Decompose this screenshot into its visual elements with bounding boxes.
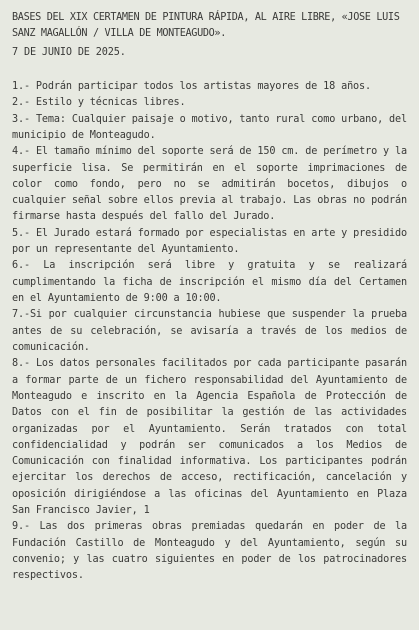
clauses-list [12,79,407,585]
clause-2: 2.- Estilo y técnicas libres. [12,97,186,109]
document-page [12,10,407,585]
clause-8: 8.- Los datos personales facilitados por cada participante pasarán a formar parte de un fichero responsabilidad del Ayuntamiento de Monteagudo e inscrito en la Agencia Española de Protección de Datos con el fin de posibilitar la gestión de las actividades organizadas por el Ayuntamiento. Serán tratados con total confidencialidad y podrán ser comunicados a los Medios de Comunicación con finalidad informativa. Los participantes podrán ejercitar los derechos de acceso, rectificación, cancelación y oposición dirigiéndose a las oficinas del Ayuntamiento en Plaza San Francisco Javier, 1 [12,358,407,517]
clause-3: 3.- Tema: Cualquier paisaje o motivo, tanto rural como urbano, del municipio de Monteagudo. [12,113,407,141]
clause-4: 4.- El tamaño mínimo del soporte será de 150 cm. de perímetro y la superficie lisa. Se permitirán en el soporte imprimaciones de color como fondo, pero no se admitirán bocetos, dibujos o cualquier señal sobre ellos previa al trabajo. Las obras no podrán firmarse hasta después del fallo del Jurado. [12,146,407,223]
clause-9: 9.- Las dos primeras obras premiadas quedarán en poder de la Fundación Castillo de Monteagudo y del Ayuntamiento, según su convenio; y las cuatro siguientes en poder de los patrocinadores respectivos. [12,521,407,582]
clause-1: 1.- Podrán participar todos los artistas mayores de 18 años. [12,80,372,92]
document-title: BASES DEL XIX CERTAMEN DE PINTURA RÁPIDA, AL AIRE LIBRE, «JOSE LUIS SANZ MAGALLÓN / VILLA DE MONTEAGUDO». [12,12,400,40]
clause-7: 7.-Si por cualquier circunstancia hubiese que suspender la prueba antes de su celebración, se avisaría a través de los medios de comunicación. [12,309,407,353]
clause-5: 5.- El Jurado estará formado por especialistas en arte y presidido por un representante del Ayuntamiento. [12,227,407,256]
document-date: 7 DE JUNIO DE 2025. [12,46,126,58]
clause-6: 6.- La inscripción será libre y gratuita y se realizará cumplimentando la ficha de inscripción el mismo día del Certamen en el Ayuntamiento de 9:00 a 10:00. [12,260,407,304]
